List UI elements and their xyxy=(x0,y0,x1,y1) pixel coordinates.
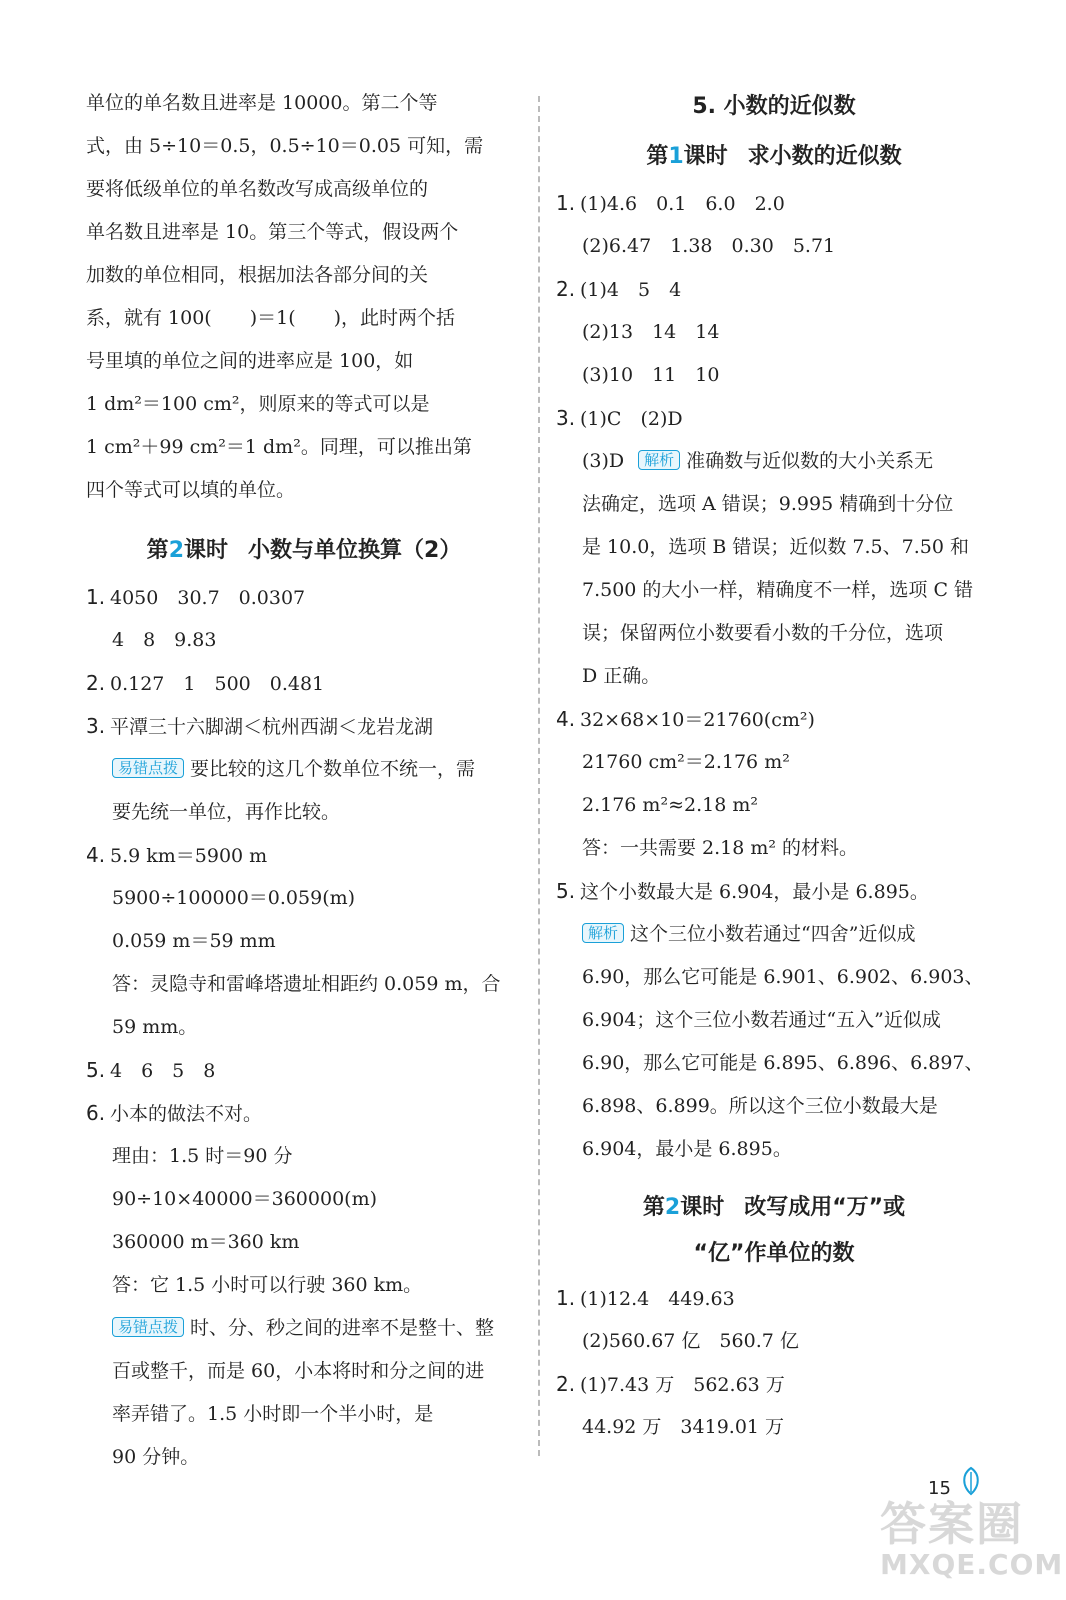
answer-line: (3)D xyxy=(582,450,625,472)
question-number: 1. xyxy=(556,191,576,215)
lesson-heading: 第2课时 改写成用“万”或 xyxy=(642,1195,906,1220)
answer-line: (2)560.67 亿 560.7 亿 xyxy=(582,1330,799,1352)
error-tip-tag: 易错点拨 xyxy=(112,758,184,778)
answer-line: (1)7.43 万 562.63 万 xyxy=(580,1374,785,1396)
page-number: 15 xyxy=(928,1478,951,1499)
note-line: 90 分钟。 xyxy=(112,1446,200,1468)
left-column xyxy=(86,82,522,1479)
question-number: 2. xyxy=(556,277,576,301)
answer-line: (2)6.47 1.38 0.30 5.71 xyxy=(582,235,836,257)
note-line: 6.90，那么它可能是 6.895、6.896、6.897、 xyxy=(582,1052,984,1074)
answer-item xyxy=(86,1049,522,1092)
continued-paragraph xyxy=(86,82,522,512)
answer-line: 0.127 1 500 0.481 xyxy=(110,673,325,695)
para-line: 式，由 5÷10＝0.5，0.5÷10＝0.05 可知，需 xyxy=(86,135,484,157)
note-line: 6.904，最小是 6.895。 xyxy=(582,1138,792,1160)
answer-item xyxy=(86,1092,522,1479)
answer-line: 5.9 km＝5900 m xyxy=(110,845,268,867)
answer-item xyxy=(556,870,992,1171)
para-line: 号里填的单位之间的进率应是 100，如 xyxy=(86,350,414,372)
question-number: 4. xyxy=(556,707,576,731)
note-line: 6.904；这个三位小数若通过“五入”近似成 xyxy=(582,1009,941,1031)
note-line: 法确定，选项 A 错误；9.995 精确到十分位 xyxy=(582,493,954,515)
answer-item xyxy=(556,268,992,397)
answer-line: (3)10 11 10 xyxy=(582,364,720,386)
question-number: 5. xyxy=(556,879,576,903)
answer-item xyxy=(86,662,522,705)
answer-item xyxy=(556,698,992,870)
answer-line: (1)12.4 449.63 xyxy=(580,1288,735,1310)
question-number: 2. xyxy=(556,1372,576,1396)
note-line: 时、分、秒之间的进率不是整十、整 xyxy=(190,1317,495,1339)
note-line: 要比较的这几个数单位不统一，需 xyxy=(190,758,476,780)
lesson-number: 2 xyxy=(168,538,184,563)
answer-line: 90÷10×40000＝360000(m) xyxy=(112,1188,378,1210)
answer-line: (2)13 14 14 xyxy=(582,321,720,343)
note-line: 6.898、6.899。所以这个三位小数最大是 xyxy=(582,1095,938,1117)
answer-line: 360000 m＝360 km xyxy=(112,1231,300,1253)
answer-line: 答：灵隐寺和雷峰塔遗址相距约 0.059 m，合 xyxy=(112,973,501,995)
answer-line: 0.059 m＝59 mm xyxy=(112,930,276,952)
para-line: 加数的单位相同，根据加法各部分间的关 xyxy=(86,264,429,286)
lesson-title: 改写成用“万”或 xyxy=(744,1195,906,1220)
question-number: 5. xyxy=(86,1058,106,1082)
answer-item xyxy=(86,834,522,1049)
answer-item xyxy=(556,1363,992,1449)
error-tip-tag: 易错点拨 xyxy=(112,1317,184,1337)
answer-item xyxy=(556,182,992,268)
para-line: 四个等式可以填的单位。 xyxy=(86,479,296,501)
note-line: 是 10.0，选项 B 错误；近似数 7.5、7.50 和 xyxy=(582,536,969,558)
answer-line: 理由：1.5 时＝90 分 xyxy=(112,1145,293,1167)
question-number: 3. xyxy=(86,714,106,738)
question-number: 4. xyxy=(86,843,106,867)
lesson-heading: 第1课时 求小数的近似数 xyxy=(646,144,902,169)
lesson-number: 1 xyxy=(668,144,684,169)
question-number: 2. xyxy=(86,671,106,695)
answer-line: 21760 cm²＝2.176 m² xyxy=(582,751,790,773)
answer-line: 小本的做法不对。 xyxy=(110,1103,263,1125)
question-number: 1. xyxy=(556,1286,576,1310)
para-line: 要将低级单位的单名数改写成高级单位的 xyxy=(86,178,429,200)
note-line: 准确数与近似数的大小关系无 xyxy=(686,450,934,472)
para-line: 单位的单名数且进率是 10000。第二个等 xyxy=(86,92,438,114)
note-line: 这个三位小数若通过“四舍”近似成 xyxy=(630,923,916,945)
question-number: 6. xyxy=(86,1101,106,1125)
note-line: 率弄错了。1.5 小时即一个半小时，是 xyxy=(112,1403,434,1425)
analysis-tag: 解析 xyxy=(582,923,624,943)
answer-line: 答：一共需要 2.18 m² 的材料。 xyxy=(582,837,859,859)
answer-line: 这个小数最大是 6.904，最小是 6.895。 xyxy=(580,881,929,903)
note-line: 百或整千，而是 60，小本将时和分之间的进 xyxy=(112,1360,485,1382)
para-line: 系，就有 100( )＝1( )，此时两个括 xyxy=(86,307,456,329)
section-title: 5. 小数的近似数 xyxy=(692,94,856,119)
para-line: 单名数且进率是 10。第三个等式，假设两个 xyxy=(86,221,459,243)
note-line: 6.90，那么它可能是 6.901、6.902、6.903、 xyxy=(582,966,984,988)
question-number: 3. xyxy=(556,406,576,430)
para-line: 1 cm²＋99 cm²＝1 dm²。同理，可以推出第 xyxy=(86,436,472,458)
answer-item xyxy=(86,576,522,662)
lesson-title: 求小数的近似数 xyxy=(747,144,902,169)
answer-item xyxy=(556,1277,992,1363)
watermark-logo: 答案圈 xyxy=(880,1497,1024,1551)
answer-line: 44.92 万 3419.01 万 xyxy=(582,1416,785,1438)
lesson-title: 小数与单位换算（2） xyxy=(248,538,462,563)
answer-line: 4050 30.7 0.0307 xyxy=(110,587,306,609)
watermark-url: MXQE.COM xyxy=(880,1548,1064,1581)
answer-line: 32×68×10＝21760(cm²) xyxy=(580,709,815,731)
right-column xyxy=(556,82,992,1449)
note-line: 7.500 的大小一样，精确度不一样，选项 C 错 xyxy=(582,579,974,601)
para-line: 1 dm²＝100 cm²，则原来的等式可以是 xyxy=(86,393,430,415)
note-line: 要先统一单位，再作比较。 xyxy=(112,801,341,823)
question-number: 1. xyxy=(86,585,106,609)
answer-line: (1)C (2)D xyxy=(580,408,683,430)
answer-line: 答：它 1.5 小时可以行驶 360 km。 xyxy=(112,1274,423,1296)
note-line: D 正确。 xyxy=(582,665,661,687)
watermark xyxy=(880,1488,1064,1588)
answer-line: (1)4.6 0.1 6.0 2.0 xyxy=(580,193,785,215)
lesson-title-continued: “亿”作单位的数 xyxy=(693,1241,855,1266)
column-divider xyxy=(538,96,540,1456)
answer-line: 4 8 9.83 xyxy=(112,629,217,651)
lesson-heading: 第2课时 小数与单位换算（2） xyxy=(146,538,462,563)
analysis-tag: 解析 xyxy=(638,450,680,470)
answer-line: 59 mm。 xyxy=(112,1016,198,1038)
answer-line: 2.176 m²≈2.18 m² xyxy=(582,794,758,816)
answer-line: 平潭三十六脚湖＜杭州西湖＜龙岩龙湖 xyxy=(110,716,434,738)
answer-line: 5900÷100000＝0.059(m) xyxy=(112,887,356,909)
note-line: 误；保留两位小数要看小数的千分位，选项 xyxy=(582,622,944,644)
answer-line: 4 6 5 8 xyxy=(110,1060,216,1082)
answer-item xyxy=(86,705,522,834)
answer-item xyxy=(556,397,992,698)
lesson-number: 2 xyxy=(664,1195,681,1220)
answer-line: (1)4 5 4 xyxy=(580,279,682,301)
